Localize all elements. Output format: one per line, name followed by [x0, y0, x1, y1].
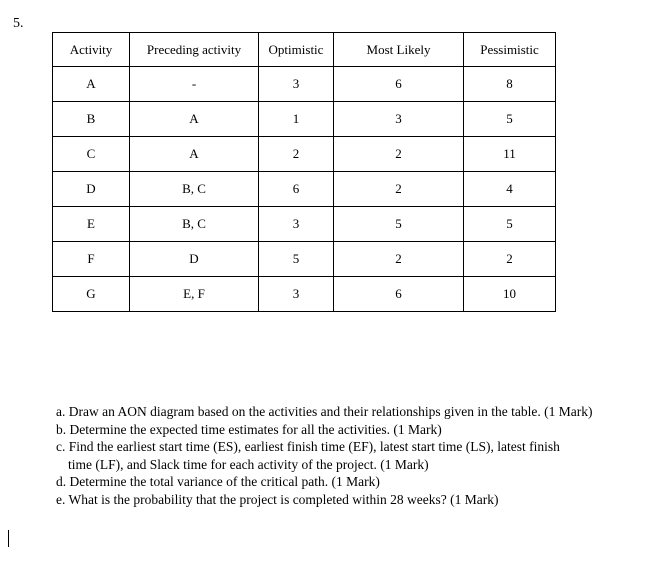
cell-pessimistic: 4 [464, 172, 556, 207]
cell-pessimistic: 5 [464, 207, 556, 242]
table-row [53, 172, 556, 207]
table-row [53, 207, 556, 242]
cell-most-likely: 5 [334, 207, 464, 242]
cell-pessimistic: 8 [464, 67, 556, 102]
question-list [56, 403, 616, 508]
cell-preceding: B, C [130, 207, 259, 242]
table-row [53, 242, 556, 277]
cell-pessimistic: 11 [464, 137, 556, 172]
header-pessimistic: Pessimistic [464, 33, 556, 67]
cell-most-likely: 2 [334, 137, 464, 172]
cell-activity: B [53, 102, 130, 137]
cell-optimistic: 6 [259, 172, 334, 207]
table-header-row [53, 33, 556, 67]
cell-optimistic: 2 [259, 137, 334, 172]
table-row [53, 137, 556, 172]
cell-preceding: A [130, 137, 259, 172]
question-e: e. What is the probability that the project is completed within 28 weeks? (1 Mark) [56, 491, 499, 507]
cell-preceding: E, F [130, 277, 259, 312]
cell-activity: F [53, 242, 130, 277]
cell-most-likely: 2 [334, 242, 464, 277]
cell-preceding: A [130, 102, 259, 137]
cell-most-likely: 6 [334, 277, 464, 312]
cell-preceding: - [130, 67, 259, 102]
question-c-line2: time (LF), and Slack time for each activity of the project. (1 Mark) [68, 456, 429, 472]
cell-most-likely: 2 [334, 172, 464, 207]
cell-activity: D [53, 172, 130, 207]
cell-optimistic: 3 [259, 207, 334, 242]
header-preceding-activity: Preceding activity [130, 33, 259, 67]
question-d: d. Determine the total variance of the critical path. (1 Mark) [56, 474, 380, 489]
cell-activity: C [53, 137, 130, 172]
cell-activity: G [53, 277, 130, 312]
header-most-likely: Most Likely [334, 33, 464, 67]
question-c-line1: c. Find the earliest start time (ES), earliest finish time (EF), latest start time (LS), latest finish [56, 439, 560, 454]
cell-optimistic: 3 [259, 67, 334, 102]
table-row [53, 102, 556, 137]
cell-optimistic: 5 [259, 242, 334, 277]
question-c [56, 438, 616, 473]
cell-optimistic: 3 [259, 277, 334, 312]
cell-preceding: B, C [130, 172, 259, 207]
header-activity: Activity [53, 33, 130, 67]
question-b: b. Determine the expected time estimates for all the activities. (1 Mark) [56, 421, 442, 437]
text-cursor [8, 530, 9, 547]
cell-most-likely: 6 [334, 67, 464, 102]
cell-activity: E [53, 207, 130, 242]
activity-table [52, 32, 556, 312]
cell-most-likely: 3 [334, 102, 464, 137]
cell-pessimistic: 5 [464, 102, 556, 137]
cell-activity: A [53, 67, 130, 102]
header-optimistic: Optimistic [259, 33, 334, 67]
question-number: 5. [13, 16, 24, 31]
question-a: a. Draw an AON diagram based on the activities and their relationships given in the table. (1 Mark) [56, 404, 593, 419]
cell-optimistic: 1 [259, 102, 334, 137]
cell-pessimistic: 2 [464, 242, 556, 277]
cell-pessimistic: 10 [464, 277, 556, 312]
table-row [53, 67, 556, 102]
cell-preceding: D [130, 242, 259, 277]
table-row [53, 277, 556, 312]
